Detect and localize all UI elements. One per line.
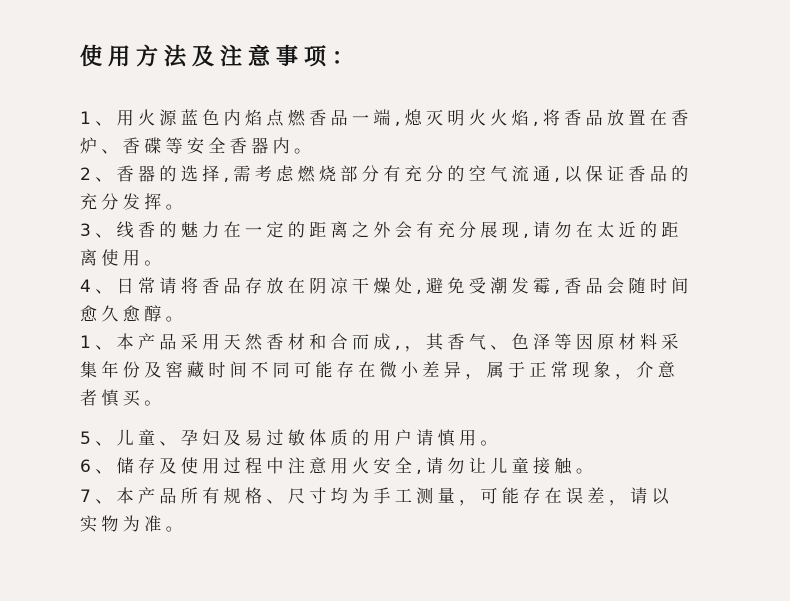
instruction-line: 炉、香碟等安全香器内。: [80, 137, 316, 157]
instruction-line: 7、本产品所有规格、尺寸均为手工测量，可能存在误差，请以: [80, 487, 674, 507]
instruction-line: 者慎买。: [80, 389, 166, 409]
instruction-item-8: [80, 483, 720, 539]
instruction-item-7: [80, 453, 720, 481]
instruction-line: 3、线香的魅力在一定的距离之外会有充分展现,请勿在太近的距: [80, 221, 683, 241]
instruction-item-1: [80, 105, 720, 161]
instruction-line: 1、本产品采用天然香材和合而成,，其香气、色泽等因原材料采: [80, 333, 683, 353]
instruction-line: 1、用火源蓝色内焰点燃香品一端,熄灭明火火焰,将香品放置在香: [80, 109, 693, 129]
instruction-item-6: [80, 425, 720, 453]
instruction-line: 5、儿童、孕妇及易过敏体质的用户请慎用。: [80, 429, 502, 449]
instruction-item-3: [80, 217, 720, 273]
instruction-item-2: [80, 161, 720, 217]
page-title: 使用方法及注意事项：: [80, 45, 361, 70]
instruction-item-4: [80, 273, 720, 329]
instruction-line: 愈久愈醇。: [80, 305, 187, 325]
instruction-line: 4、日常请将香品存放在阴凉干燥处,避免受潮发霉,香品会随时间: [80, 277, 693, 297]
instruction-line: 离使用。: [80, 249, 166, 269]
instruction-line: 集年份及窖藏时间不同可能存在微小差异，属于正常现象，介意: [80, 361, 680, 381]
instruction-line: 充分发挥。: [80, 193, 187, 213]
instruction-item-5: [80, 329, 720, 413]
instruction-line: 2、香器的选择,需考虑燃烧部分有充分的空气流通,以保证香品的: [80, 165, 693, 185]
instruction-line: 6、储存及使用过程中注意用火安全,请勿让儿童接触。: [80, 457, 598, 477]
instruction-line: 实物为准。: [80, 515, 187, 535]
